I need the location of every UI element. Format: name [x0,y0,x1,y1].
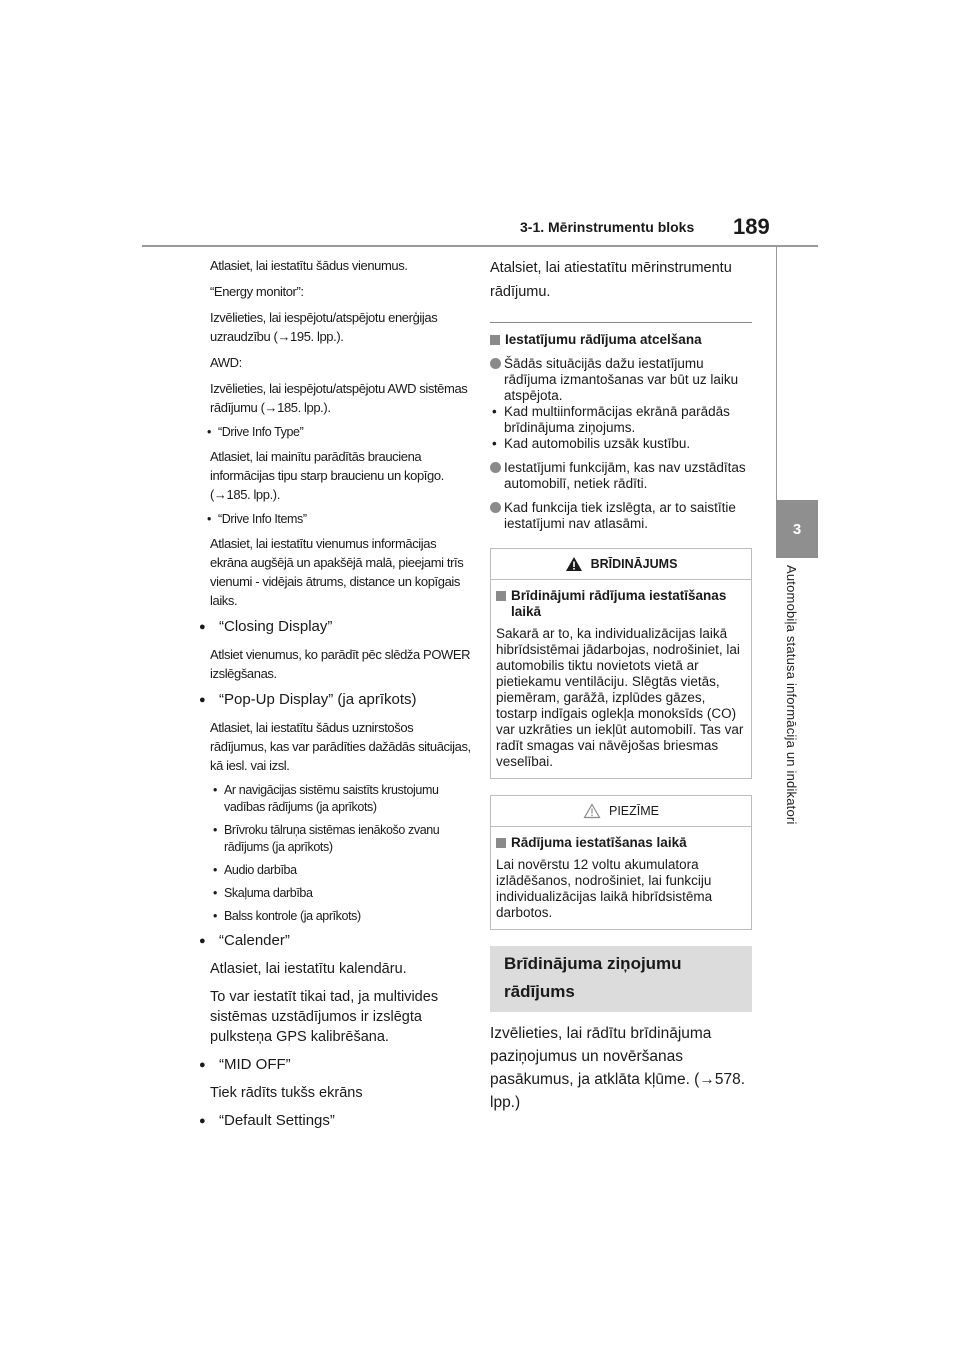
list-item: • Audio darbība [213,862,472,879]
paragraph: Atlasiet, lai mainītu parādītās brauciena informācijas tipu starp braucienu un kopīgo. (→185. lpp.). [210,449,444,502]
paragraph: Atlasiet, lai iestatītu kalendāru. [210,961,407,977]
list-item: Iestatījumi funkcijām, kas nav uzstādītas automobilī, netiek rādīti. [490,460,752,492]
list-item: Kad funkcija tiek izslēgta, ar to saistītie iestatījumi nav atlasāmi. [490,500,752,532]
warning-text: Sakarā ar to, ka individualizācijas laikā hibrīdsistēmai jādarbojas, nodrošiniet, lai automobilis tiktu novietots vietā ar pietiekamu ventilāciju. Slēgtās vietās, piemēram, garāžā, izplūdes gāzes, tostarp indīgais oglekļa monoksīds (CO) var uzkrāties un iekļūt automobilī. Tas var radīt smagas vai nāvējošas briesmas veselībai. [496,626,744,769]
paragraph: Tiek rādīts tukšs ekrāns [210,1085,363,1101]
list-item: • Skaļuma darbība [213,885,472,902]
square-bullet-icon [490,335,500,345]
square-bullet-icon [496,591,506,601]
paragraph: Izvēlieties, lai iespējotu/atspējotu AWD sistēmas rādījumu (→185. lpp.). [210,381,468,415]
paragraph: Atlsiet vienumus, ko parādīt pēc slēdža POWER izslēgšanas. [210,647,471,681]
warning-heading: Brīdinājumi rādījuma iestatīšanas laikā [496,588,746,620]
circle-bullet-icon [490,462,501,473]
warning-message-section-title: Brīdinājuma ziņojumu rādījums [490,946,752,1012]
square-bullet-icon [496,838,506,848]
cancel-heading: Iestatījumu rādījuma atcelšana [490,332,752,347]
closing-display-heading: ● “Closing Display” [197,617,472,637]
paragraph: Atlasiet, lai iestatītu šādus vienumus. [210,258,408,273]
intro-text: Atalsiet, lai atiestatītu mērinstrumentu rādījumu. [490,260,732,300]
left-column [197,256,472,1139]
paragraph: “Energy monitor”: [210,284,304,299]
side-divider [776,246,777,500]
header-rule [142,245,818,247]
note-heading: Rādījuma iestatīšanas laikā [496,835,746,851]
note-box [490,795,752,930]
note-text: Lai novērstu 12 voltu akumulatora izlādēšanos, nodrošiniet, lai funkciju individualizācijas laikā hibrīdsistēma darbotos. [496,857,713,920]
chapter-label: Automobiļa statusa informācija un indikatori [784,565,799,825]
chapter-tab[interactable]: 3 [776,500,818,558]
page-number: 189 [733,214,770,239]
circle-bullet-icon [490,502,501,513]
warning-header: BRĪDINĀJUMS [491,549,751,580]
section-title: 3-1. Mērinstrumentu bloks [520,219,695,235]
calender-heading: ● “Calender” [197,931,472,951]
list-item: • Brīvroku tālruņa sistēmas ienākošo zvanu rādījums (ja aprīkots) [213,822,472,856]
list-item: • “Drive Info Items” [207,511,472,528]
final-text: Izvēlieties, lai rādītu brīdinājuma paziņojumus un novēršanas pasākumus, ja atklāta kļūme. (→578. lpp.) [490,1025,746,1111]
paragraph: Izvēlieties, lai iespējotu/atspējotu enerģijas uzraudzību (→195. lpp.). [210,310,438,344]
list-item: • Ar navigācijas sistēmu saistīts krustojumu vadības rādījums (ja aprīkots) [213,782,472,816]
warning-icon [565,556,583,572]
circle-bullet-icon [490,358,501,369]
note-header: PIEZĪME [491,796,751,827]
paragraph: AWD: [210,355,242,370]
mid-off-heading: ● “MID OFF” [197,1055,472,1075]
default-settings-heading: ● “Default Settings” [197,1111,472,1131]
section-rule [490,322,752,323]
right-column [490,256,752,1114]
popup-display-heading: ● “Pop-Up Display” (ja aprīkots) [197,690,472,710]
paragraph: To var iestatīt tikai tad, ja multivides sistēmas uzstādījumos ir izslēgta pulksteņa GPS kalibrēšana. [210,989,439,1045]
caution-icon [583,803,601,819]
list-item: • “Drive Info Type” [207,424,472,441]
paragraph: Atlasiet, lai iestatītu vienumus informācijas ekrāna augšējā un apakšējā malā, pieejami trīs vienumi - vidējais ātrums, distance un kopīgais laiks. [210,536,464,608]
warning-box [490,548,752,779]
paragraph: Atlasiet, lai iestatītu šādus uznirstošos rādījumus, kas var parādīties dažādās situācijas, kā iesl. vai izsl. [210,720,471,773]
list-item: Šādās situācijās dažu iestatījumu rādījuma izmantošanas var būt uz laiku atspējota. • Kad multiinformācijas ekrānā parādās brīdinājuma ziņojums. • Kad automobilis uzsāk kustību. [490,356,752,452]
list-item: • Balss kontrole (ja aprīkots) [213,908,472,925]
